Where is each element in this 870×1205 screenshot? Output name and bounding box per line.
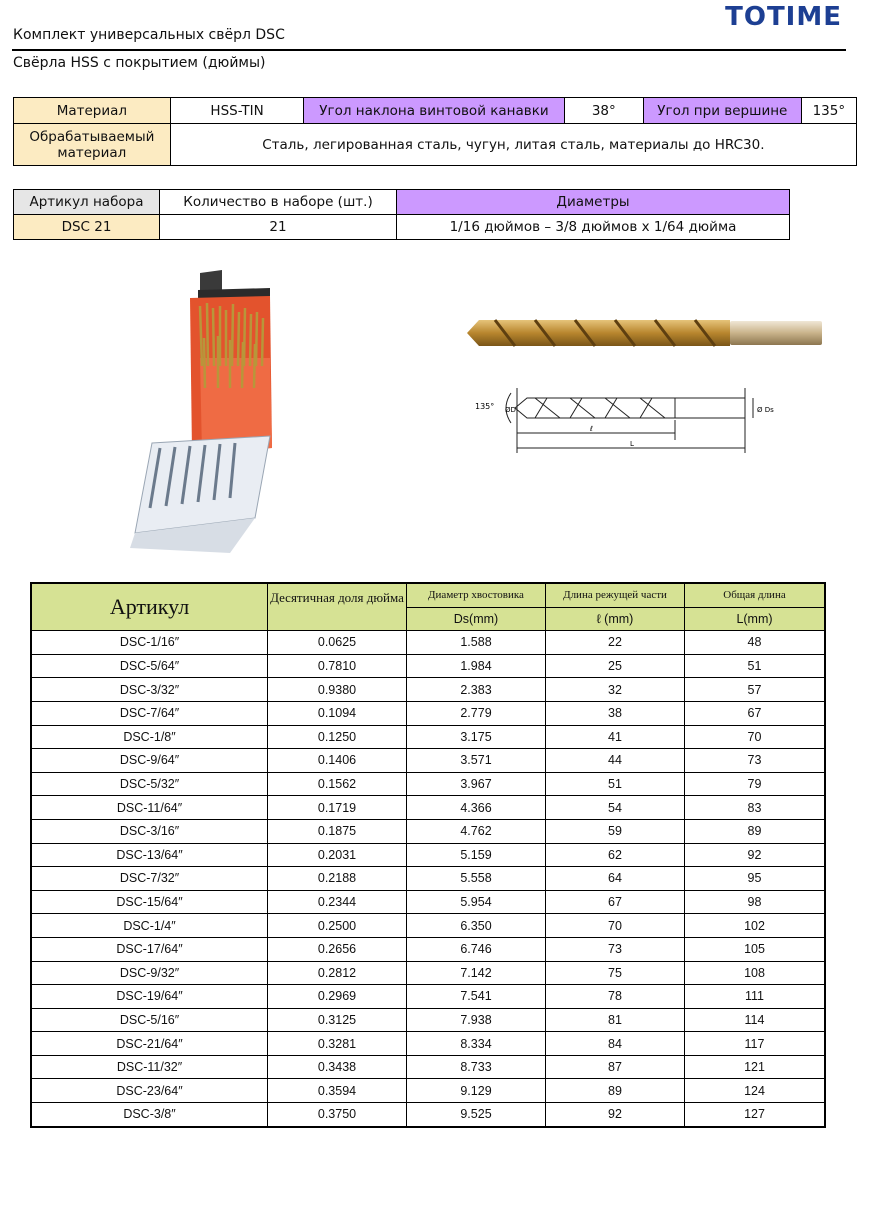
cell-cut: 64 <box>546 867 685 891</box>
cell-decimal: 0.2969 <box>268 985 407 1009</box>
material-label: Материал <box>14 98 171 124</box>
cell-shank: 9.525 <box>407 1103 546 1127</box>
cell-article: DSC-21/64″ <box>31 1032 268 1056</box>
cell-total: 108 <box>685 961 826 985</box>
point-angle-label: Угол при вершине <box>643 98 801 124</box>
cell-cut: 67 <box>546 890 685 914</box>
cell-decimal: 0.2656 <box>268 937 407 961</box>
cell-cut: 73 <box>546 937 685 961</box>
cell-shank: 3.175 <box>407 725 546 749</box>
cell-article: DSC-9/32″ <box>31 961 268 985</box>
table-row <box>31 819 825 843</box>
cell-decimal: 0.1719 <box>268 796 407 820</box>
cell-article: DSC-3/32″ <box>31 678 268 702</box>
col-article-header: Артикул <box>31 583 268 631</box>
cell-cut: 62 <box>546 843 685 867</box>
cell-cut: 38 <box>546 701 685 725</box>
cell-cut: 54 <box>546 796 685 820</box>
diagram-l-small: ℓ <box>590 425 593 433</box>
cell-shank: 9.129 <box>407 1079 546 1103</box>
cell-article: DSC-9/64″ <box>31 749 268 773</box>
diagram-d: ØD <box>505 406 516 414</box>
col-total-header: Общая длина <box>685 583 826 607</box>
cell-shank: 7.142 <box>407 961 546 985</box>
cell-decimal: 0.2188 <box>268 867 407 891</box>
cell-article: DSC-3/16″ <box>31 819 268 843</box>
table-row <box>31 772 825 796</box>
workpiece-label: Обрабатываемый материал <box>14 124 171 166</box>
cell-total: 51 <box>685 654 826 678</box>
cell-article: DSC-5/16″ <box>31 1008 268 1032</box>
helix-value: 38° <box>564 98 643 124</box>
cell-cut: 87 <box>546 1055 685 1079</box>
cell-article: DSC-3/8″ <box>31 1103 268 1127</box>
cell-article: DSC-1/16″ <box>31 631 268 655</box>
cell-total: 127 <box>685 1103 826 1127</box>
cell-article: DSC-11/32″ <box>31 1055 268 1079</box>
cell-cut: 22 <box>546 631 685 655</box>
cell-decimal: 0.1094 <box>268 701 407 725</box>
cell-decimal: 0.1562 <box>268 772 407 796</box>
col-cut-header: Длина режущей части <box>546 583 685 607</box>
cell-decimal: 0.3281 <box>268 1032 407 1056</box>
cell-article: DSC-13/64″ <box>31 843 268 867</box>
set-article: DSC 21 <box>14 215 160 240</box>
cell-shank: 5.558 <box>407 867 546 891</box>
cell-total: 89 <box>685 819 826 843</box>
cell-decimal: 0.2812 <box>268 961 407 985</box>
cell-article: DSC-5/64″ <box>31 654 268 678</box>
cell-shank: 2.383 <box>407 678 546 702</box>
cell-decimal: 0.3125 <box>268 1008 407 1032</box>
cell-cut: 78 <box>546 985 685 1009</box>
cell-article: DSC-23/64″ <box>31 1079 268 1103</box>
cell-total: 111 <box>685 985 826 1009</box>
workpiece-value: Сталь, легированная сталь, чугун, литая сталь, материалы до HRC30. <box>170 124 856 166</box>
cell-total: 57 <box>685 678 826 702</box>
table-row <box>31 678 825 702</box>
cell-decimal: 0.7810 <box>268 654 407 678</box>
helix-label: Угол наклона винтовой канавки <box>304 98 564 124</box>
cell-article: DSC-5/32″ <box>31 772 268 796</box>
cell-total: 92 <box>685 843 826 867</box>
cell-article: DSC-7/32″ <box>31 867 268 891</box>
col-shank-unit: Ds(mm) <box>407 607 546 631</box>
cell-total: 98 <box>685 890 826 914</box>
cell-shank: 4.762 <box>407 819 546 843</box>
cell-shank: 3.967 <box>407 772 546 796</box>
diagram-l-big: L <box>630 440 634 448</box>
cell-total: 95 <box>685 867 826 891</box>
cell-decimal: 0.1250 <box>268 725 407 749</box>
cell-total: 114 <box>685 1008 826 1032</box>
cell-total: 48 <box>685 631 826 655</box>
cell-total: 73 <box>685 749 826 773</box>
cell-article: DSC-1/8″ <box>31 725 268 749</box>
specs-table <box>13 97 857 166</box>
cell-total: 79 <box>685 772 826 796</box>
cell-article: DSC-11/64″ <box>31 796 268 820</box>
point-angle-value: 135° <box>801 98 856 124</box>
cell-article: DSC-1/4″ <box>31 914 268 938</box>
cell-shank: 7.938 <box>407 1008 546 1032</box>
col-decimal-header: Десятичная доля дюйма <box>268 583 407 631</box>
cell-decimal: 0.2031 <box>268 843 407 867</box>
cell-decimal: 0.2344 <box>268 890 407 914</box>
cell-cut: 84 <box>546 1032 685 1056</box>
col-total-unit: L(mm) <box>685 607 826 631</box>
cell-shank: 7.541 <box>407 985 546 1009</box>
cell-cut: 89 <box>546 1079 685 1103</box>
cell-cut: 25 <box>546 654 685 678</box>
cell-shank: 8.733 <box>407 1055 546 1079</box>
table-row <box>31 1103 825 1127</box>
set-diam-header: Диаметры <box>397 190 790 215</box>
cell-cut: 75 <box>546 961 685 985</box>
cell-cut: 70 <box>546 914 685 938</box>
cell-decimal: 0.3594 <box>268 1079 407 1103</box>
set-qty-header: Количество в наборе (шт.) <box>160 190 397 215</box>
cell-total: 83 <box>685 796 826 820</box>
table-row <box>31 1008 825 1032</box>
cell-decimal: 0.1875 <box>268 819 407 843</box>
set-article-header: Артикул набора <box>14 190 160 215</box>
cell-total: 70 <box>685 725 826 749</box>
cell-cut: 44 <box>546 749 685 773</box>
cell-cut: 59 <box>546 819 685 843</box>
cell-article: DSC-17/64″ <box>31 937 268 961</box>
cell-total: 124 <box>685 1079 826 1103</box>
table-row <box>31 631 825 655</box>
table-row <box>31 985 825 1009</box>
col-cut-unit: ℓ (mm) <box>546 607 685 631</box>
cell-decimal: 0.0625 <box>268 631 407 655</box>
table-row <box>31 867 825 891</box>
table-row <box>31 796 825 820</box>
cell-shank: 3.571 <box>407 749 546 773</box>
cell-shank: 1.588 <box>407 631 546 655</box>
dimensions-table <box>30 582 826 1128</box>
cell-shank: 1.984 <box>407 654 546 678</box>
page-subtitle: Свёрла HSS с покрытием (дюймы) <box>13 55 266 71</box>
cell-decimal: 0.2500 <box>268 914 407 938</box>
material-value: HSS-TIN <box>170 98 304 124</box>
cell-cut: 92 <box>546 1103 685 1127</box>
drill-kit-image <box>130 268 280 558</box>
cell-total: 117 <box>685 1032 826 1056</box>
cell-total: 105 <box>685 937 826 961</box>
table-row <box>31 1079 825 1103</box>
cell-shank: 8.334 <box>407 1032 546 1056</box>
page-title: Комплект универсальных свёрл DSC <box>13 27 285 43</box>
cell-cut: 81 <box>546 1008 685 1032</box>
cell-total: 102 <box>685 914 826 938</box>
col-shank-header: Диаметр хвостовика <box>407 583 546 607</box>
table-row <box>31 1055 825 1079</box>
table-row <box>31 725 825 749</box>
drill-technical-diagram <box>465 378 795 458</box>
cell-article: DSC-19/64″ <box>31 985 268 1009</box>
cell-decimal: 0.3438 <box>268 1055 407 1079</box>
cell-decimal: 0.3750 <box>268 1103 407 1127</box>
cell-shank: 6.350 <box>407 914 546 938</box>
set-qty: 21 <box>160 215 397 240</box>
cell-shank: 5.954 <box>407 890 546 914</box>
table-row <box>31 701 825 725</box>
cell-cut: 51 <box>546 772 685 796</box>
set-diam: 1/16 дюймов – 3/8 дюймов х 1/64 дюйма <box>397 215 790 240</box>
cell-total: 67 <box>685 701 826 725</box>
table-row <box>31 843 825 867</box>
cell-article: DSC-7/64″ <box>31 701 268 725</box>
cell-total: 121 <box>685 1055 826 1079</box>
table-row <box>31 749 825 773</box>
cell-shank: 5.159 <box>407 843 546 867</box>
cell-decimal: 0.1406 <box>268 749 407 773</box>
table-row <box>31 914 825 938</box>
diagram-ds: Ø Ds <box>757 406 774 414</box>
table-row <box>31 961 825 985</box>
table-row <box>31 654 825 678</box>
set-table <box>13 189 790 240</box>
table-row <box>31 937 825 961</box>
title-divider <box>12 49 846 51</box>
table-row <box>31 1032 825 1056</box>
cell-article: DSC-15/64″ <box>31 890 268 914</box>
cell-cut: 32 <box>546 678 685 702</box>
diagram-angle: 135° <box>475 402 495 411</box>
cell-shank: 6.746 <box>407 937 546 961</box>
cell-shank: 4.366 <box>407 796 546 820</box>
cell-decimal: 0.9380 <box>268 678 407 702</box>
table-row <box>31 890 825 914</box>
brand-logo: TOTIME <box>725 2 842 32</box>
cell-shank: 2.779 <box>407 701 546 725</box>
cell-cut: 41 <box>546 725 685 749</box>
drill-bit-image <box>465 308 825 358</box>
